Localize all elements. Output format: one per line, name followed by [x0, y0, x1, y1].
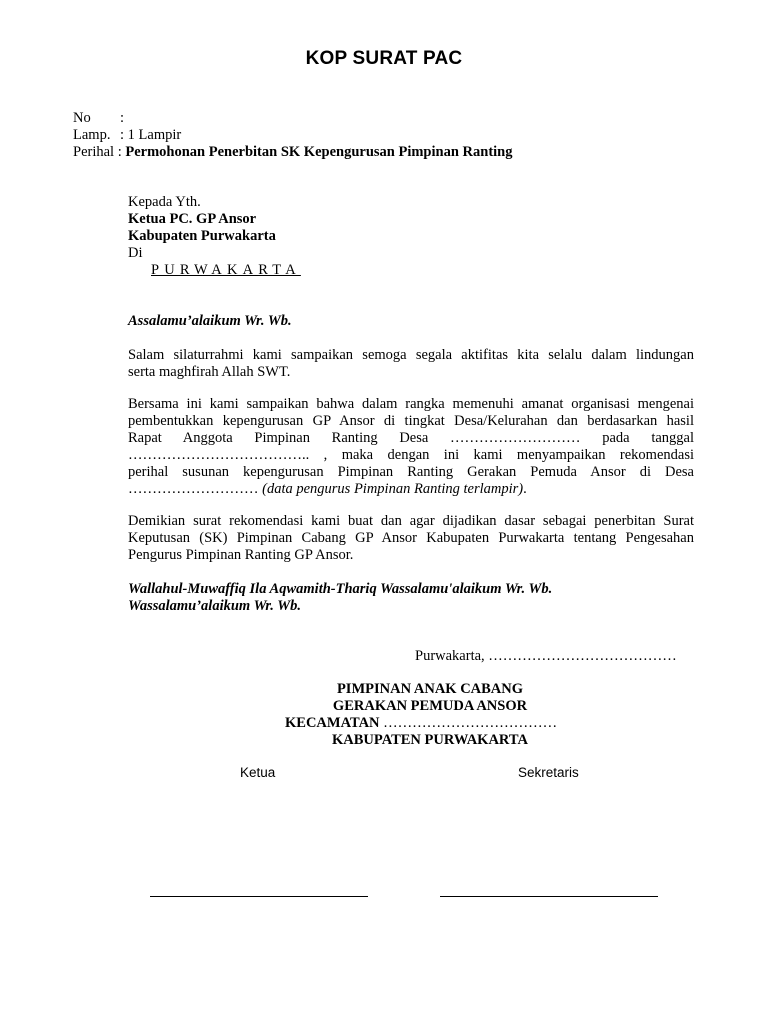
recipient-line-3: Kabupaten Purwakarta — [128, 228, 276, 244]
recipient-city: PURWAKARTA — [151, 262, 301, 278]
paragraph-3-line-1: Demikian surat rekomendasi kami buat dan agar dijadikan dasar sebagai penerbitan Surat — [128, 513, 694, 529]
paragraph-2-line-6 — [128, 481, 694, 498]
recipient-line-1: Kepada Yth. — [128, 194, 201, 210]
meta-perihal-value: Permohonan Penerbitan SK Kepengurusan Pimpinan Ranting — [125, 144, 513, 160]
paragraph-2-end: . — [523, 481, 527, 497]
recipient-line-4: Di — [128, 245, 143, 261]
meta-no-label: No — [73, 110, 91, 126]
meta-perihal-label: Perihal — [73, 144, 115, 160]
org-kecamatan-dots: ……………………………… — [379, 715, 558, 731]
paragraph-2-line-2: pembentukkan kepengurusan GP Ansor di tingkat Desa/Kelurahan dan berdasarkan hasil — [128, 413, 694, 429]
paragraph-2-dots: ……………………… — [128, 481, 263, 497]
meta-lamp-row — [73, 127, 181, 144]
paragraph-2-line-4: ……………………………….. , maka dengan ini kami menyampaikan rekomendasi — [128, 447, 694, 463]
ketua-signature-line — [150, 896, 368, 897]
letterhead-title: KOP SURAT PAC — [305, 48, 463, 69]
meta-no-separator: : — [120, 110, 125, 126]
place-date: Purwakarta, ………………………………… — [415, 648, 677, 664]
paragraph-2-line-5: perihal susunan kepengurusan Pimpinan Ranting Gerakan Pemuda Ansor di Desa — [128, 464, 694, 480]
paragraph-2-note: (data pengurus Pimpinan Ranting terlampir) — [262, 481, 524, 497]
greeting: Assalamu’alaikum Wr. Wb. — [128, 313, 292, 329]
meta-lamp-label: Lamp. — [73, 127, 111, 143]
meta-no-row — [73, 110, 124, 127]
paragraph-3-line-2: Keputusan (SK) Pimpinan Cabang GP Ansor Kabupaten Purwakarta tentang Pengesahan — [128, 530, 694, 546]
ketua-label: Ketua — [240, 765, 276, 780]
sekretaris-label: Sekretaris — [518, 765, 579, 780]
meta-lamp-value: : 1 Lampir — [120, 127, 182, 143]
paragraph-3 — [128, 513, 694, 564]
paragraph-1-line-1: Salam silaturrahmi kami sampaikan semoga segala aktifitas kita selalu dalam lindungan — [128, 347, 694, 363]
paragraph-3-line-3: Pengurus Pimpinan Ranting GP Ansor. — [128, 547, 354, 563]
org-line-2: GERAKAN PEMUDA ANSOR — [332, 698, 528, 714]
org-line-3 — [285, 715, 557, 732]
closing-line-2: Wassalamu’alaikum Wr. Wb. — [128, 598, 301, 614]
recipient-line-2: Ketua PC. GP Ansor — [128, 211, 257, 227]
org-kecamatan-label: KECAMATAN — [285, 715, 380, 731]
paragraph-1 — [128, 347, 694, 381]
meta-perihal-row — [73, 144, 512, 161]
org-line-4: KABUPATEN PURWAKARTA — [332, 732, 528, 748]
paragraph-1-line-2: serta maghfirah Allah SWT. — [128, 364, 291, 380]
closing-line-1: Wallahul-Muwaffiq Ila Aqwamith-Thariq Wassalamu'alaikum Wr. Wb. — [128, 581, 553, 597]
sekretaris-signature-line — [440, 896, 658, 897]
org-line-1: PIMPINAN ANAK CABANG — [336, 681, 524, 697]
paragraph-2 — [128, 396, 694, 498]
paragraph-2-line-3: Rapat Anggota Pimpinan Ranting Desa ……………………… pada tanggal — [128, 430, 694, 446]
paragraph-2-line-1: Bersama ini kami sampaikan bahwa dalam rangka memenuhi amanat organisasi mengenai — [128, 396, 694, 412]
meta-perihal-separator: : — [117, 144, 122, 160]
